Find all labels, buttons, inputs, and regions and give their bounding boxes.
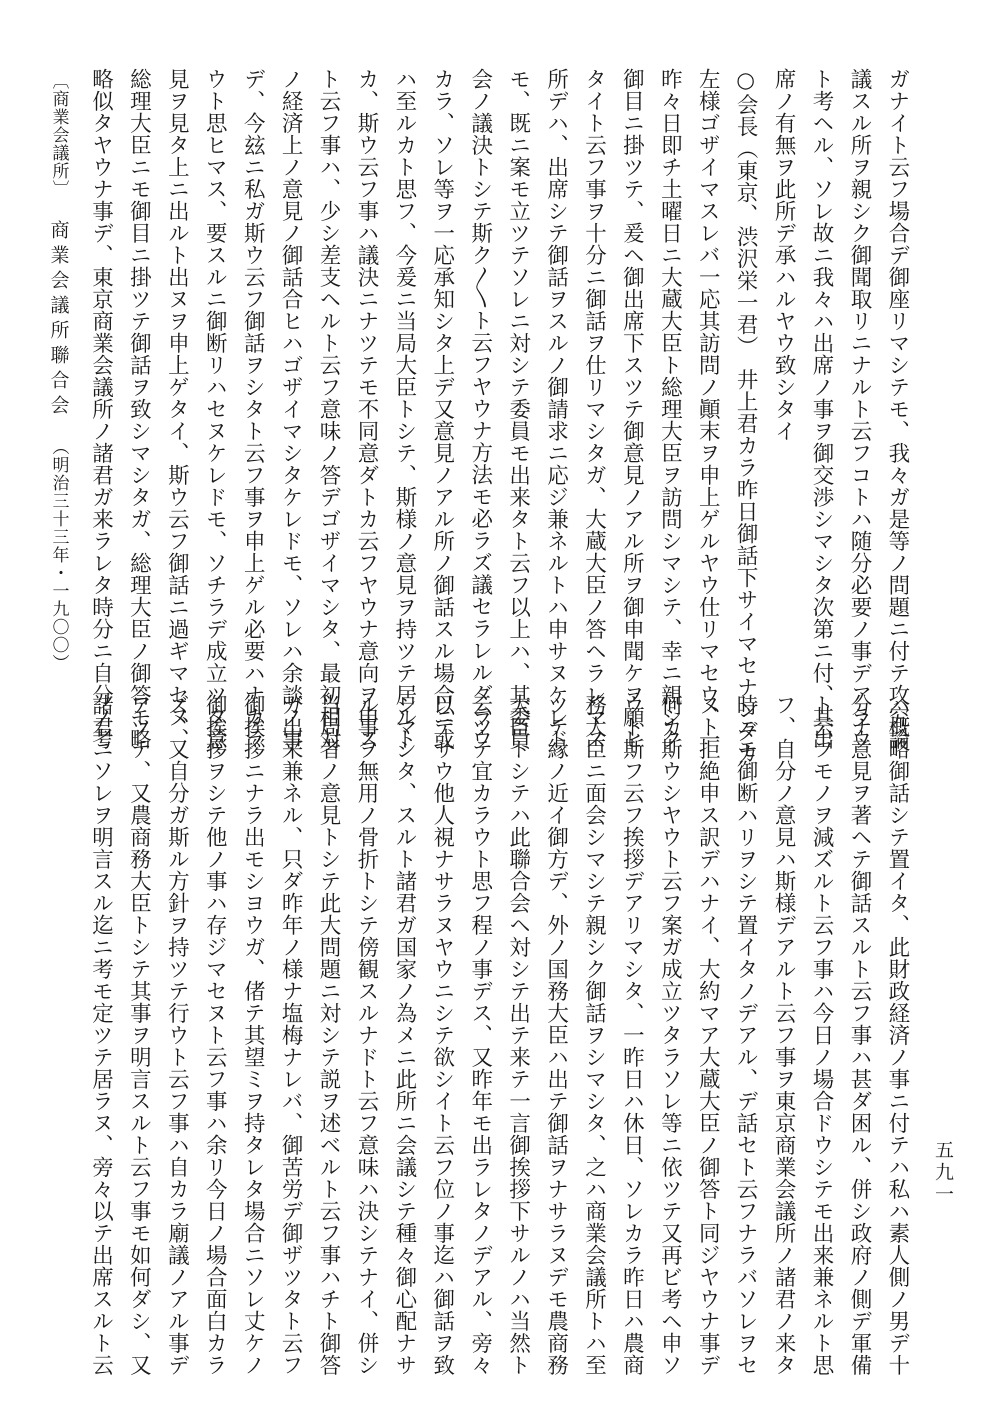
text-column: デ、今玆ニ私ガ斯ウ云フ御話ヲシタト云フ事ヲ申上ゲル必要ハナカラ	[240, 68, 266, 750]
text-column: 云ツテ宜カラウト思フ程ノ事デス、又昨年モ出ラレタノデアル、旁々	[467, 694, 493, 1376]
text-column: 見ヲ見タ上ニ出ルト出ヌヲ申上ゲタイ、斯ウ云フ御話ニ過ギマセヌ、	[164, 68, 190, 750]
text-column: ガ出来兼ネル、只ダ昨年ノ様ナ塩梅ナレバ、御苦労デ御ザツタト云フ	[278, 694, 304, 1376]
text-column: ○会長（東京、渋沢栄一君） 井上君カラ昨日御話下サイマセナンダカ	[733, 68, 759, 765]
page-number: 五九一	[932, 1140, 954, 1206]
text-column: 議スル所ヲ親シク御聞取リニナルト云フコトハ随分必要ノ事デアラウ	[846, 68, 872, 750]
text-column: ヌト拒絶申ス訳デハナイ、大約マア大蔵大臣ノ御答ト同ジヤウナ事デ	[695, 694, 721, 1376]
section-label: 〔商業会議所〕	[48, 72, 69, 198]
text-column: 分ナ意見ヲ著ヘテ御話スルト云フ事ハ甚ダ困ル、併シ政府ノ側デ軍備	[846, 694, 872, 1376]
text-column: 諸君ニソレヲ明言スル迄ニ考モ定ツテ居ラヌ、旁々以テ出席スルト云	[88, 694, 114, 1376]
text-block-top	[88, 68, 910, 765]
text-column: 御目ニ掛ツテ、爰ヘ御出席下スツテ御意見ノアル所ヲ御申聞ケヲ願ヒ	[619, 68, 645, 750]
text-column: ノ経済上ノ意見ノ御話合ヒハゴザイマシタケレドモ、ソレハ余談ノ事	[278, 68, 304, 750]
text-column: 略似タヤウナ事デ、東京商業会議所ノ諸君ガ来ラレタ時分ニ自分ノ考	[88, 68, 114, 750]
text-column: 席ノ有無ヲ此所デ承ハルヤウ致シタイ	[771, 68, 797, 442]
text-column: ズ、又自分ガ斯ル方針ヲ持ツテ行ウト云フ事ハ自カラ廟議ノアル事デ	[164, 694, 190, 1376]
text-column: ト云フ事ハ、少シ差支ヘルト云フ意味ノ答デゴザイマシタ、最初相対	[316, 68, 342, 750]
text-column: 時ニモ御断ハリヲシテ置イタノデアル、デ話セト云フナラバソレヲセ	[733, 694, 759, 1376]
text-column: シマシタ、スルト諸君ガ国家ノ為メニ此所ニ会議シテ種々御心配ナサ	[391, 694, 417, 1376]
text-column: アツテ、又農商務大臣トシテ其事ヲ明言スルト云フ事モ如何ダシ、又	[126, 694, 152, 1376]
text-column: 所デハ、出席シテ御話ヲスルノ御請求ニ応ジ兼ネルトハ申サヌケレド	[543, 68, 569, 750]
text-column: ハ概略御話シテ置イタ、此財政経済ノ事ニ付テハ私ハ素人側ノ男デ十	[884, 694, 910, 1376]
text-column: 当局者ノ意見トシテ此大問題ニ対シテ説ヲ述ベルト云フ事ハチト御答	[316, 694, 342, 1376]
text-column: ツテ縁ノ近イ御方デ、外ノ国務大臣ハ出テ御話ヲナサラヌデモ農商務	[543, 694, 569, 1376]
text-column: 務大臣ニ面会シマシテ親シク御話ヲシマシタ、之ハ商業会議所トハ至	[581, 694, 607, 1376]
text-column: ト云フモノヲ減ズルト云フ事ハ今日ノ場合ドウシテモ出来兼ネルト思	[809, 694, 835, 1376]
text-column: カ、斯ウ云フ事ハ議決ニナツテモ不同意ダトカ云フヤウナ意向ヲ申ス	[353, 68, 379, 750]
text-column: 御挨拶ヲシテ他ノ事ハ存ジマセヌト云フ事ハ余リ今日ノ場合面白カラ	[202, 694, 228, 1376]
text-column: カラ、ソレ等ヲ一応承知シタ上デ又意見ノアル所ノ御話スル場合ニ或	[429, 68, 455, 750]
text-column: ウト思ヒマス、要スルニ御断リハセヌケレドモ、ソチラデ成立ツタ意	[202, 68, 228, 750]
text-column: 左様ゴザイマスレバ一応其訪問ノ顚末ヲ申上ゲルヤウ仕リマセウ、一	[695, 68, 721, 750]
text-column: タイト云フ事ヲ十分ニ御話ヲ仕リマシタガ、大蔵大臣ノ答ヘラレマス	[581, 68, 607, 750]
header-year: （明治三十三年・一九〇〇）	[48, 438, 69, 672]
text-column: ハ至ルカト思フ、今爰ニ当局大臣トシテ、斯様ノ意見ヲ持ツテ居ルト	[391, 68, 417, 750]
text-block-bottom	[88, 694, 910, 1376]
text-column: ウト斯フ云フ挨拶デアリマシタ、一昨日ハ休日、ソレカラ昨日ハ農商	[619, 694, 645, 1376]
text-column: フ、自分ノ意見ハ斯様デアルト云フ事ヲ東京商業会議所ノ諸君ノ来タ	[771, 694, 797, 1376]
text-column: 会ノ議決トシテ斯ク〳〵ト云フヤウナ方法モ必ラズ議セラレルダラウ	[467, 68, 493, 750]
text-column: 以テサウ他人視ナサラヌヤウニシテ欲シイト云フ位ノ事迄ハ御話ヲ致	[429, 694, 455, 1376]
text-column: ガナイト云フ場合デ御座リマシテモ、我々ガ是等ノ問題ニ付テ攻究論	[884, 68, 910, 750]
text-column: ル事ヲ無用ノ骨折トシテ傍観スルナドト云フ意味ハ決シテナイ、併シ	[353, 694, 379, 1376]
text-column: モ、既ニ案モ立ツテソレニ対シテ委員モ出来タト云フ以上ハ、其委員	[505, 68, 531, 750]
text-column: ト考ヘル、ソレ故ニ我々ハ出席ノ事ヲ御交渉シマシタ次第ニ付、其出	[809, 68, 835, 750]
text-column: 総理大臣ニモ御目ニ掛ツテ御話ヲ致シマシタガ、総理大臣ノ御答モ略	[126, 68, 152, 750]
running-header	[46, 72, 70, 672]
text-column: 昨々日即チ土曜日ニ大蔵大臣ト総理大臣ヲ訪問シマシテ、幸ニ親シク	[657, 68, 683, 750]
text-column: 何カ斯ウシヤウト云フ案ガ成立ツタラソレ等ニ依ツテ又再ビ考ヘ申ソ	[657, 694, 683, 1376]
text-column: 御挨拶ニナラ出モシヨウガ、偖テ其望ミヲ持タレタ場合ニソレ丈ケノ	[240, 694, 266, 1376]
text-column: 大臣トシテハ此聯合会ヘ対シテ出テ来テ一言御挨拶下サルノハ当然ト	[505, 694, 531, 1376]
header-title: 商業会議所聯合会	[47, 220, 70, 420]
